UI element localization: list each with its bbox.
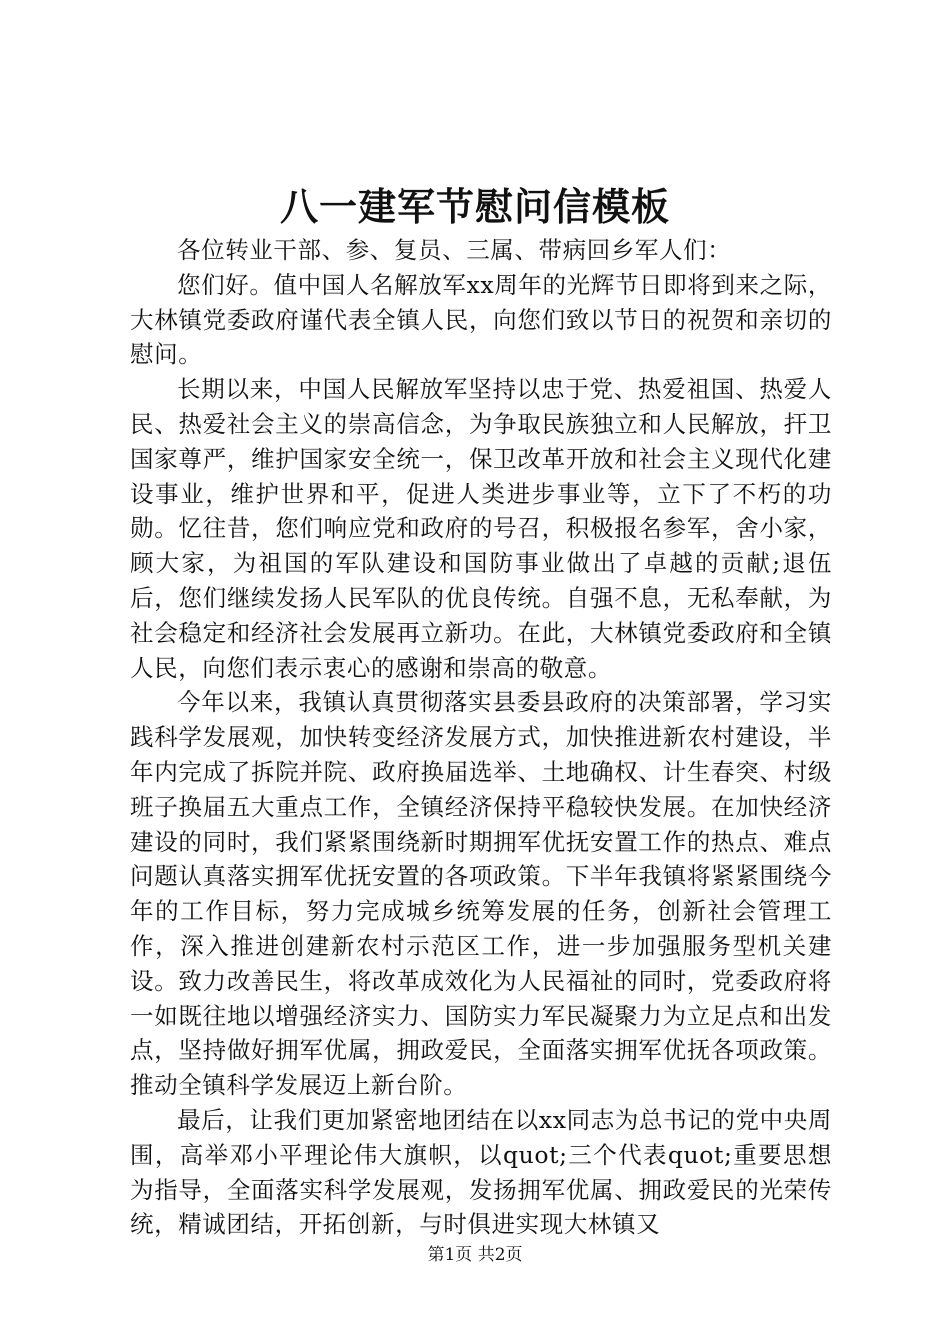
greeting-paragraph: 您们好。值中国人名解放军xx周年的光辉节日即将到来之际，大林镇党委政府谨代表全镇人民，向您们致以节日的祝贺和亲切的慰问。: [130, 270, 832, 369]
work-report-paragraph: 今年以来，我镇认真贯彻落实县委县政府的决策部署，学习实践科学发展观，加快转变经济发展方式，加快推进新农村建设，半年内完成了拆院并院、政府换届选举、土地确权、计生春突、村级班子换届五大重点工作，全镇经济保持平稳较快发展。在加快经济建设的同时，我们紧紧围绕新时期拥军优抚安置工作的热点、难点问题认真落实拥军优抚安置的各项政策。下半年我镇将紧紧围绕今年的工作目标，努力完成城乡统筹发展的任务，创新社会管理工作，深入推进创建新农村示范区工作，进一步加强服务型机关建设。致力改善民生，将改革成效化为人民福祉的同时，党委政府将一如既往地以增强经济实力、国防实力军民凝聚力为立足点和出发点，坚持做好拥军优属，拥政爱民，全面落实拥军优抚各项政策。推动全镇科学发展迈上新台阶。: [130, 688, 832, 1100]
letter-body: [130, 233, 832, 1242]
document-title: 八一建军节慰问信模板: [279, 184, 670, 229]
salutation-paragraph: 各位转业干部、参、复员、三属、带病回乡军人们：: [177, 236, 732, 264]
closing-paragraph: 最后，让我们更加紧密地团结在以xx同志为总书记的党中央周围，高举邓小平理论伟大旗帜，以quot;三个代表quot;重要思想为指导，全面落实科学发展观，发扬拥军优属、拥政爱民的光荣传统，精诚团结，开拓创新，与时俱进实现大林镇又: [130, 1105, 832, 1239]
page-number-footer: 第1页 共2页: [427, 1245, 523, 1265]
achievements-paragraph: 长期以来，中国人民解放军坚持以忠于党、热爱祖国、热爱人民、热爱社会主义的崇高信念，为争取民族独立和人民解放，扞卫国家尊严，维护国家安全统一，保卫改革开放和社会主义现代化建设事业，维护世界和平，促进人类进步事业等，立下了不朽的功勋。忆往昔，您们响应党和政府的号召，积极报名参军，舍小家，顾大家，为祖国的军队建设和国防事业做出了卓越的贡献;退伍后，您们继续发扬人民军队的优良传统。自强不息，无私奉献，为社会稳定和经济社会发展再立新功。在此，大林镇党委政府和全镇人民，向您们表示衷心的感谢和崇高的敬意。: [130, 375, 832, 682]
